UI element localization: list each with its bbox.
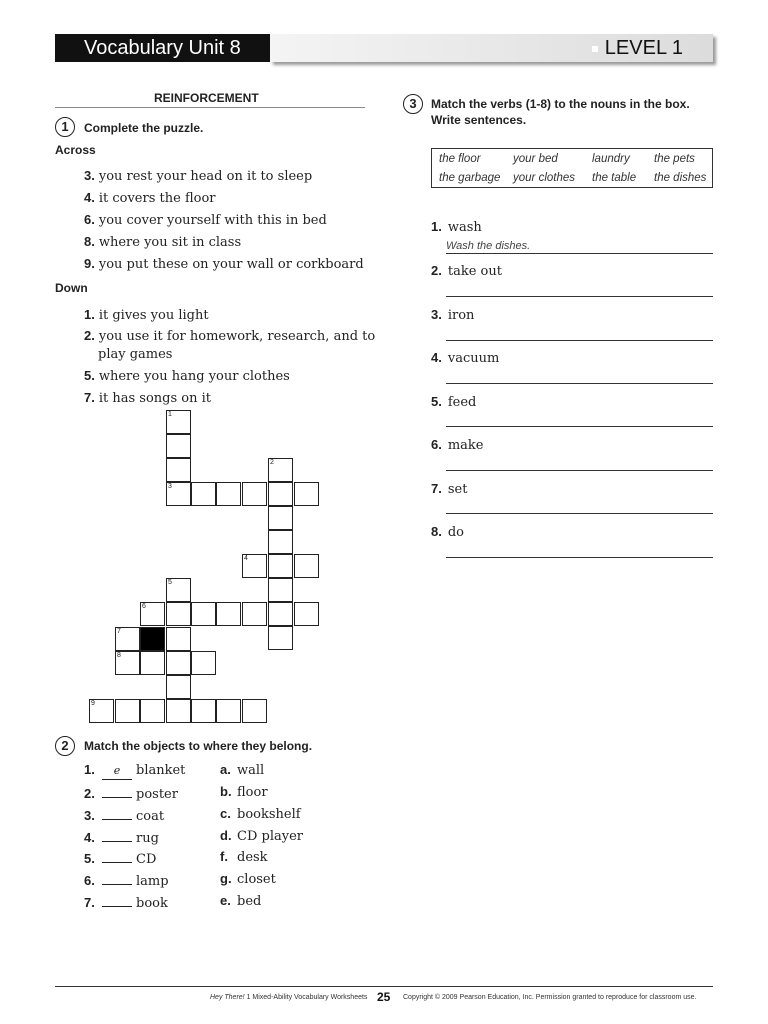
answer-line[interactable]	[446, 296, 713, 297]
noun-box	[431, 148, 713, 188]
across-label: Across	[55, 143, 96, 157]
cell-number: 5	[168, 579, 172, 586]
noun: the pets	[654, 153, 695, 165]
answer-blank[interactable]	[102, 892, 132, 907]
down-clue-continued: play games	[98, 347, 173, 362]
level-strip	[270, 34, 713, 62]
crossword-cell[interactable]	[115, 627, 140, 651]
answer-blank[interactable]	[102, 870, 132, 885]
cell-number: 4	[244, 555, 248, 562]
answer-blank[interactable]	[102, 848, 132, 863]
crossword-cell[interactable]	[140, 699, 165, 723]
verb-item: 2. take out	[431, 263, 502, 279]
crossword-cell[interactable]	[166, 434, 191, 458]
crossword-cell[interactable]	[268, 602, 293, 626]
crossword-cell[interactable]	[216, 699, 241, 723]
down-clue: 2. you use it for homework, research, and to	[84, 328, 376, 344]
answer-line[interactable]	[446, 513, 713, 514]
level-label	[605, 34, 683, 62]
down-clue: 7. it has songs on it	[84, 390, 211, 406]
noun: your clothes	[513, 172, 576, 184]
verb-item: 3. iron	[431, 307, 475, 323]
level-text: LEVEL 1	[604, 37, 683, 59]
verb-item: 1. wash	[431, 219, 482, 235]
crossword-black-cell	[140, 627, 165, 651]
copyright-notice: Copyright © 2009 Pearson Education, Inc. Permission granted to reproduce for classroom use.	[403, 994, 697, 1001]
worksheet-header	[55, 34, 713, 62]
noun: the table	[592, 172, 637, 184]
footer-book-title: Hey There! 1 Mixed-Ability Vocabulary Worksheets	[210, 994, 368, 1001]
crossword-cell[interactable]	[166, 410, 191, 434]
answer-line[interactable]	[446, 470, 713, 471]
worksheet-title: Vocabulary Unit 8	[55, 34, 270, 62]
crossword-cell[interactable]	[191, 602, 216, 626]
cell-number: 9	[91, 700, 95, 707]
match-place: e. bed	[220, 893, 262, 909]
crossword-cell[interactable]	[115, 699, 140, 723]
example-answer: Wash the dishes.	[446, 240, 531, 252]
exercise-3-title: Match the verbs (1-8) to the nouns in the box. Write sentences.	[431, 97, 690, 127]
cell-number: 8	[117, 652, 121, 659]
answer-line[interactable]	[446, 340, 713, 341]
section-heading: REINFORCEMENT	[154, 91, 259, 105]
crossword-cell[interactable]	[268, 554, 293, 578]
crossword-cell[interactable]	[268, 458, 293, 482]
across-clue: 8. where you sit in class	[84, 234, 242, 250]
crossword-cell[interactable]	[268, 506, 293, 530]
footer-rule	[55, 986, 713, 987]
noun: laundry	[592, 153, 630, 165]
answer-line[interactable]	[446, 557, 713, 558]
verb-item: 5. feed	[431, 394, 477, 410]
crossword-cell[interactable]	[216, 482, 241, 506]
cell-number: 1	[168, 411, 172, 418]
match-item: 2. poster	[84, 783, 178, 804]
crossword-cell[interactable]	[191, 699, 216, 723]
crossword-cell[interactable]	[140, 651, 165, 675]
noun: the floor	[439, 153, 481, 165]
crossword-cell[interactable]	[242, 554, 267, 578]
crossword-cell[interactable]	[268, 578, 293, 602]
cell-number: 6	[142, 603, 146, 610]
crossword-cell[interactable]	[191, 482, 216, 506]
crossword-cell[interactable]	[191, 651, 216, 675]
across-clue: 6. you cover yourself with this in bed	[84, 212, 327, 228]
match-item: 5. CD	[84, 848, 156, 869]
crossword-cell[interactable]	[268, 482, 293, 506]
crossword-cell[interactable]	[115, 651, 140, 675]
noun: the dishes	[654, 172, 707, 184]
crossword-cell[interactable]	[166, 699, 191, 723]
cell-number: 7	[117, 628, 121, 635]
crossword-cell[interactable]	[166, 458, 191, 482]
match-item: 6. lamp	[84, 870, 169, 891]
match-place: b. floor	[220, 784, 268, 800]
crossword-cell[interactable]	[242, 482, 267, 506]
match-place: f. desk	[220, 849, 268, 865]
match-place: g. closet	[220, 871, 276, 887]
answer-blank[interactable]	[102, 783, 132, 798]
answer-blank[interactable]: e	[102, 765, 132, 780]
page-number: 25	[377, 990, 391, 1004]
crossword-cell[interactable]	[140, 602, 165, 626]
crossword-cell[interactable]	[268, 626, 293, 650]
crossword-cell[interactable]	[166, 627, 191, 651]
crossword-cell[interactable]	[166, 482, 191, 506]
down-clue: 5. where you hang your clothes	[84, 368, 290, 384]
crossword-cell[interactable]	[268, 530, 293, 554]
section-rule	[55, 107, 365, 108]
match-item: 1. e blanket	[84, 762, 186, 778]
verb-item: 6. make	[431, 437, 484, 453]
across-clue: 4. it covers the floor	[84, 190, 216, 206]
crossword-cell[interactable]	[294, 554, 319, 578]
noun: your bed	[513, 153, 558, 165]
crossword-cell[interactable]	[166, 602, 191, 626]
crossword-cell[interactable]	[294, 602, 319, 626]
cell-number: 2	[270, 459, 274, 466]
match-item: 4. rug	[84, 827, 159, 848]
crossword-cell[interactable]	[242, 699, 267, 723]
down-clue: 1. it gives you light	[84, 307, 209, 323]
crossword-cell[interactable]	[242, 602, 267, 626]
verb-item: 8. do	[431, 524, 464, 540]
match-place: d. CD player	[220, 828, 303, 844]
crossword-cell[interactable]	[166, 651, 191, 675]
exercise-1-title: Complete the puzzle.	[84, 121, 204, 135]
crossword-cell[interactable]	[294, 482, 319, 506]
down-label: Down	[55, 281, 88, 295]
page-footer	[55, 990, 713, 1006]
crossword-cell[interactable]	[166, 675, 191, 699]
crossword-cell[interactable]	[166, 578, 191, 602]
across-clue: 3. you rest your head on it to sleep	[84, 168, 313, 184]
verb-item: 7. set	[431, 481, 468, 497]
level-bullet-icon	[592, 46, 598, 52]
crossword-cell[interactable]	[89, 699, 114, 723]
exercise-3-number: 3	[403, 94, 423, 114]
answer-line[interactable]	[446, 383, 713, 384]
crossword-cell[interactable]	[216, 602, 241, 626]
cell-number: 3	[168, 483, 172, 490]
exercise-2-number: 2	[55, 736, 75, 756]
answer-line[interactable]	[446, 253, 713, 254]
exercise-1-number: 1	[55, 117, 75, 137]
match-place: c. bookshelf	[220, 806, 301, 822]
verb-item: 4. vacuum	[431, 350, 500, 366]
across-clue: 9. you put these on your wall or corkboard	[84, 256, 364, 272]
match-place: a. wall	[220, 762, 265, 778]
answer-line[interactable]	[446, 426, 713, 427]
match-item: 3. coat	[84, 805, 164, 826]
answer-blank[interactable]	[102, 827, 132, 842]
match-item: 7. book	[84, 892, 168, 913]
exercise-2-title: Match the objects to where they belong.	[84, 739, 313, 753]
noun: the garbage	[439, 172, 501, 184]
answer-blank[interactable]	[102, 805, 132, 820]
